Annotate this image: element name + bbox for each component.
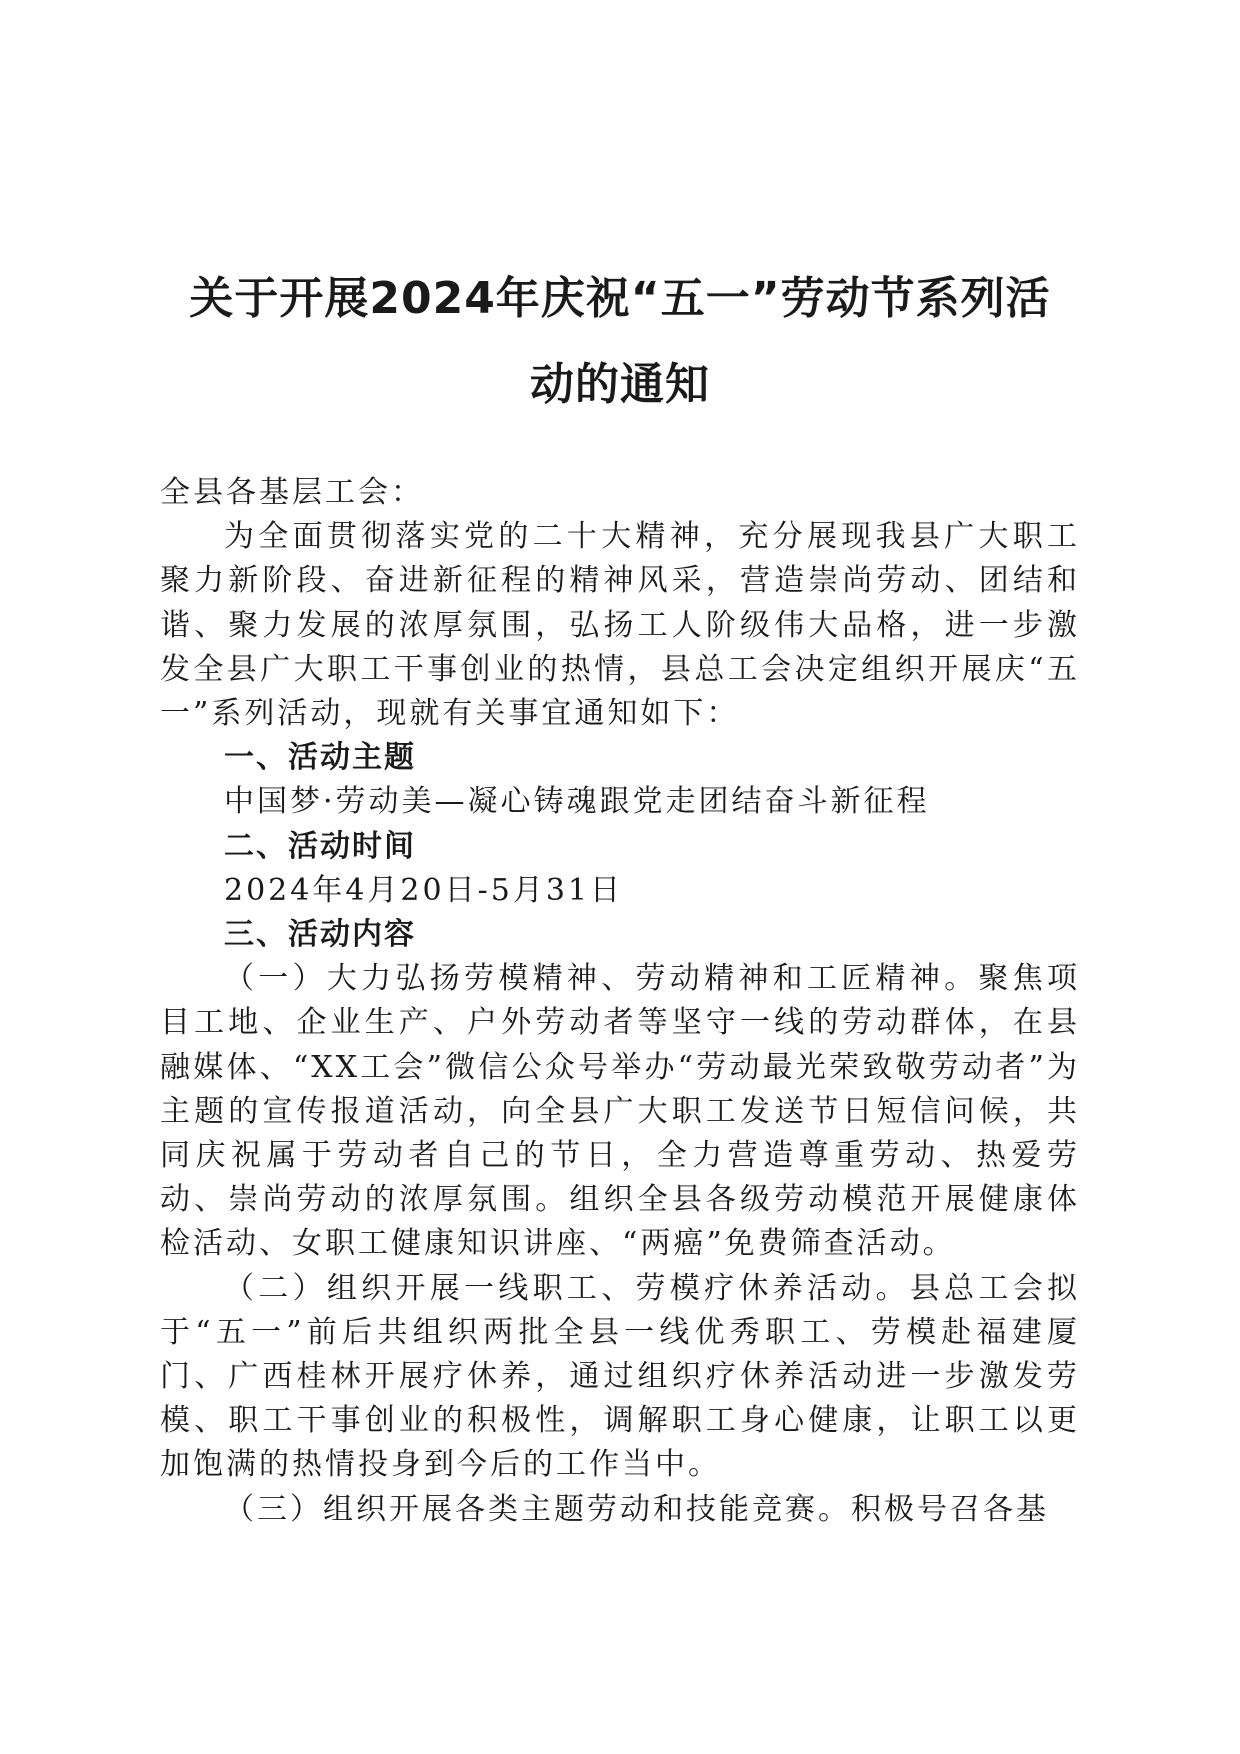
document-page <box>160 0 1080 1754</box>
document-body <box>160 471 1080 1532</box>
intro-paragraph: 为全面贯彻落实党的二十大精神，充分展现我县广大职工聚力新阶段、奋进新征程的精神风采，营造崇尚劳动、团结和谐、聚力发展的浓厚氛围，弘扬工人阶级伟大品格，进一步激发全县广大职工干事创业的热情，县总工会决定组织开展庆“五一”系列活动，现就有关事宜通知如下： <box>160 519 1080 732</box>
content-item-1: （一）大力弘扬劳模精神、劳动精神和工匠精神。聚焦项目工地、企业生产、户外劳动者等坚守一线的劳动群体，在县融媒体、“XX工会”微信公众号举办“劳动最光荣致敬劳动者”为主题的宣传报道活动，向全县广大职工发送节日短信问候，共同庆祝属于劳动者自己的节日，全力营造尊重劳动、热爱劳动、崇尚劳动的浓厚氛围。组织全县各级劳动模范开展健康体检活动、女职工健康知识讲座、“两癌”免费筛查活动。 <box>160 961 1080 1262</box>
title-line-1: 关于开展2024年庆祝“五一”劳动节系列活 <box>189 273 1051 324</box>
document-title <box>160 256 1080 428</box>
section-heading-content: 三、活动内容 <box>224 917 416 953</box>
time-text: 2024年4月20日-5月31日 <box>224 872 624 908</box>
theme-text: 中国梦·劳动美—凝心铸魂跟党走团结奋斗新征程 <box>224 784 930 820</box>
title-line-2: 动的通知 <box>530 359 710 410</box>
content-item-2: （二）组织开展一线职工、劳模疗休养活动。县总工会拟于“五一”前后共组织两批全县一线优秀职工、劳模赴福建厦门、广西桂林开展疗休养，通过组织疗休养活动进一步激发劳模、职工干事创业的积极性，调解职工身心健康，让职工以更加饱满的热情投身到今后的工作当中。 <box>160 1270 1080 1483</box>
section-heading-theme: 一、活动主题 <box>224 740 416 776</box>
section-heading-time: 二、活动时间 <box>224 828 416 864</box>
content-item-3: （三）组织开展各类主题劳动和技能竞赛。积极号召各基 <box>224 1491 1049 1527</box>
salutation: 全县各基层工会： <box>160 475 424 510</box>
